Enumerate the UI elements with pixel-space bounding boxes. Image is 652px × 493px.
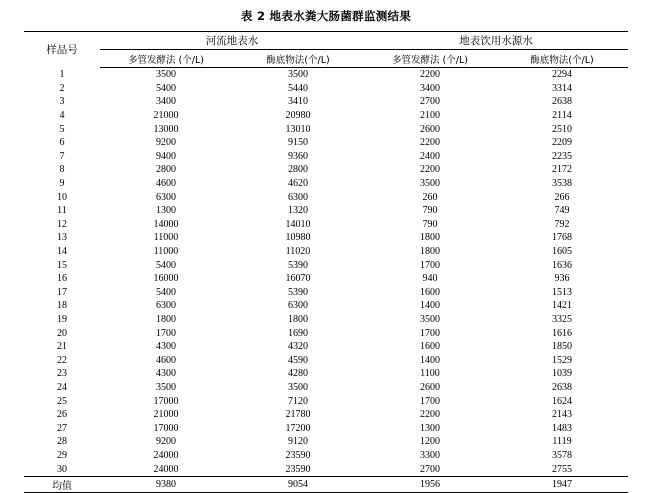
- cell-river-enzyme: 14010: [285, 218, 311, 230]
- cell-drinking-mpn: 2100: [420, 110, 440, 122]
- cell-river-mpn: 3500: [156, 381, 176, 393]
- cell-river-enzyme: 9360: [288, 150, 308, 162]
- header-sample-no: 样品号: [46, 44, 78, 57]
- table-row: [24, 95, 628, 109]
- cell-drinking-mpn: 1400: [420, 300, 440, 312]
- table-row: [24, 326, 628, 340]
- cell-sample-no: 26: [57, 409, 67, 421]
- cell-river-mpn: 4300: [156, 368, 176, 380]
- cell-sample-no: 21: [57, 341, 67, 353]
- cell-drinking-enzyme: 1513: [552, 286, 572, 298]
- cell-sample-no: 25: [57, 395, 67, 407]
- cell-sample-no: 23: [57, 368, 67, 380]
- cell-river-mpn: 3400: [156, 96, 176, 108]
- cell-drinking-enzyme: 3325: [552, 313, 572, 325]
- cell-river-enzyme: 7120: [288, 395, 308, 407]
- cell-river-enzyme: 6300: [288, 300, 308, 312]
- cell-drinking-enzyme: 2172: [552, 164, 572, 176]
- cell-drinking-mpn: 3500: [420, 313, 440, 325]
- cell-sample-no: 15: [57, 259, 67, 271]
- header-river-mpn: 多管发酵法 (个/L): [100, 50, 232, 68]
- header-group-river: 河流地表水: [100, 32, 364, 50]
- table-row: [24, 258, 628, 272]
- cell-drinking-enzyme: 2209: [552, 137, 572, 149]
- table-row: [24, 462, 628, 476]
- table-row: [24, 82, 628, 96]
- table-row: [24, 109, 628, 123]
- cell-drinking-mpn: 1300: [420, 422, 440, 434]
- cell-drinking-enzyme: 792: [554, 218, 570, 230]
- cell-river-mpn: 5400: [156, 82, 176, 94]
- cell-sample-no: 24: [57, 381, 67, 393]
- cell-river-mpn: 17000: [153, 422, 179, 434]
- cell-river-mpn: 11000: [153, 232, 179, 244]
- header-river-enzyme: 酶底物法(个/L): [232, 50, 364, 68]
- cell-sample-no: 27: [57, 422, 67, 434]
- table-row: [24, 204, 628, 218]
- cell-sample-no: 14: [57, 246, 67, 258]
- cell-drinking-enzyme: 1421: [552, 300, 572, 312]
- cell-drinking-mpn: 1600: [420, 286, 440, 298]
- cell-river-mpn: 21000: [153, 409, 179, 421]
- cell-river-mpn: 5400: [156, 259, 176, 271]
- table-row: [24, 408, 628, 422]
- cell-sample-no: 8: [59, 164, 65, 176]
- table-row: [24, 394, 628, 408]
- cell-river-mpn: 16000: [153, 273, 179, 285]
- cell-river-mpn: 17000: [153, 395, 179, 407]
- cell-drinking-enzyme: 2114: [552, 110, 572, 122]
- table-row: [24, 340, 628, 354]
- table-row: [24, 68, 628, 82]
- cell-river-enzyme: 9120: [288, 436, 308, 448]
- cell-sample-no: 1: [59, 69, 65, 81]
- cell-drinking-mpn: 790: [422, 218, 438, 230]
- cell-drinking-mpn: 2600: [420, 381, 440, 393]
- cell-river-enzyme: 1800: [288, 313, 308, 325]
- cell-river-mpn: 5400: [156, 286, 176, 298]
- table-row: [24, 299, 628, 313]
- cell-drinking-mpn: 1800: [420, 232, 440, 244]
- cell-river-enzyme: 4620: [288, 178, 308, 190]
- cell-sample-no: 22: [57, 354, 67, 366]
- table-header: [24, 32, 628, 68]
- cell-river-mpn: 2800: [156, 164, 176, 176]
- cell-drinking-enzyme: 2755: [552, 463, 572, 475]
- cell-river-enzyme: 13010: [285, 123, 311, 135]
- table-row: [24, 150, 628, 164]
- cell-drinking-enzyme: 1624: [552, 395, 572, 407]
- cell-drinking-mpn: 260: [422, 191, 438, 203]
- cell-drinking-mpn: 2200: [420, 137, 440, 149]
- cell-drinking-mpn: 1200: [420, 436, 440, 448]
- cell-sample-no: 5: [59, 123, 65, 135]
- cell-sample-no: 18: [57, 300, 67, 312]
- header-drinking-mpn: 多管发酵法 (个/L): [364, 50, 496, 68]
- cell-river-enzyme: 21780: [285, 409, 311, 421]
- cell-sample-no: 17: [57, 286, 67, 298]
- cell-drinking-mpn: 2200: [420, 164, 440, 176]
- cell-drinking-enzyme: 1039: [552, 368, 572, 380]
- cell-drinking-mpn: 940: [422, 273, 438, 285]
- monitoring-results-table: [24, 31, 628, 493]
- cell-drinking-enzyme: 2294: [552, 69, 572, 81]
- cell-drinking-mpn: 3500: [420, 178, 440, 190]
- cell-drinking-enzyme: 2638: [552, 381, 572, 393]
- cell-sample-no: 2: [59, 82, 65, 94]
- table-row: [24, 421, 628, 435]
- cell-drinking-enzyme: 2235: [552, 150, 572, 162]
- cell-river-mpn: 1300: [156, 205, 176, 217]
- cell-drinking-mpn: 1100: [420, 368, 440, 380]
- cell-river-enzyme: 3500: [288, 69, 308, 81]
- table-row: [24, 245, 628, 259]
- cell-river-mpn: 9200: [156, 436, 176, 448]
- cell-sample-no: 3: [59, 96, 65, 108]
- cell-river-enzyme: 4280: [288, 368, 308, 380]
- header-drinking-enzyme: 酶底物法(个/L): [496, 50, 628, 68]
- cell-river-mpn: 24000: [153, 449, 179, 461]
- cell-river-enzyme: 11020: [285, 246, 311, 258]
- table-row: [24, 177, 628, 191]
- cell-river-mpn: 1700: [156, 327, 176, 339]
- cell-river-enzyme: 3410: [288, 96, 308, 108]
- cell-sample-no: 16: [57, 273, 67, 285]
- cell-river-enzyme: 2800: [288, 164, 308, 176]
- cell-drinking-enzyme: 1616: [552, 327, 572, 339]
- cell-drinking-mpn: 2200: [420, 409, 440, 421]
- table-caption: 表 2 地表水粪大肠菌群监测结果: [240, 9, 412, 23]
- cell-river-mpn: 4600: [156, 354, 176, 366]
- table-row: [24, 122, 628, 136]
- cell-river-mpn: 13000: [153, 123, 179, 135]
- cell-river-enzyme: 16070: [285, 273, 311, 285]
- cell-drinking-mpn: 1956: [364, 476, 496, 492]
- cell-drinking-mpn: 2700: [420, 463, 440, 475]
- cell-sample-no: 7: [59, 150, 65, 162]
- cell-drinking-enzyme: 1529: [552, 354, 572, 366]
- cell-sample-no: 均值: [24, 476, 100, 492]
- cell-river-mpn: 14000: [153, 218, 179, 230]
- cell-drinking-enzyme: 3314: [552, 82, 572, 94]
- cell-drinking-enzyme: 1483: [552, 422, 572, 434]
- cell-sample-no: 4: [59, 110, 65, 122]
- cell-drinking-mpn: 2700: [420, 96, 440, 108]
- cell-drinking-enzyme: 936: [554, 273, 570, 285]
- cell-drinking-enzyme: 1636: [552, 259, 572, 271]
- cell-drinking-enzyme: 3538: [552, 178, 572, 190]
- cell-river-enzyme: 5440: [288, 82, 308, 94]
- header-row-groups: [24, 32, 628, 50]
- cell-drinking-mpn: 2600: [420, 123, 440, 135]
- table-row: [24, 272, 628, 286]
- cell-drinking-mpn: 1600: [420, 341, 440, 353]
- cell-river-mpn: 6300: [156, 300, 176, 312]
- cell-river-mpn: 9380: [100, 476, 232, 492]
- cell-river-enzyme: 9150: [288, 137, 308, 149]
- cell-sample-no: 19: [57, 313, 67, 325]
- cell-river-mpn: 3500: [156, 69, 176, 81]
- table-row: [24, 286, 628, 300]
- table-row: [24, 231, 628, 245]
- cell-river-enzyme: 1690: [288, 327, 308, 339]
- table-row: [24, 435, 628, 449]
- table-row: [24, 353, 628, 367]
- table-row: [24, 190, 628, 204]
- cell-river-enzyme: 5390: [288, 286, 308, 298]
- table-row: [24, 218, 628, 232]
- cell-sample-no: 10: [57, 191, 67, 203]
- cell-drinking-mpn: 2200: [420, 69, 440, 81]
- cell-river-enzyme: 4320: [288, 341, 308, 353]
- cell-river-enzyme: 23590: [285, 449, 311, 461]
- cell-drinking-enzyme: 1119: [552, 436, 572, 448]
- cell-river-mpn: 4300: [156, 341, 176, 353]
- cell-sample-no: 20: [57, 327, 67, 339]
- cell-river-mpn: 1800: [156, 313, 176, 325]
- table-row: [24, 449, 628, 463]
- cell-river-enzyme: 9054: [232, 476, 364, 492]
- header-row-methods: [24, 50, 628, 68]
- cell-sample-no: 11: [57, 205, 67, 217]
- cell-river-mpn: 4600: [156, 178, 176, 190]
- cell-river-enzyme: 6300: [288, 191, 308, 203]
- cell-drinking-enzyme: 2143: [552, 409, 572, 421]
- cell-sample-no: 9: [59, 178, 65, 190]
- cell-river-mpn: 24000: [153, 463, 179, 475]
- table-row: [24, 381, 628, 395]
- cell-drinking-enzyme: 1850: [552, 341, 572, 353]
- cell-river-enzyme: 5390: [288, 259, 308, 271]
- cell-drinking-mpn: 1400: [420, 354, 440, 366]
- cell-sample-no: 29: [57, 449, 67, 461]
- table-row: [24, 163, 628, 177]
- header-group-drinking: 地表饮用水源水: [364, 32, 628, 50]
- cell-sample-no: 28: [57, 436, 67, 448]
- cell-river-enzyme: 4590: [288, 354, 308, 366]
- cell-drinking-enzyme: 3578: [552, 449, 572, 461]
- cell-drinking-enzyme: 1768: [552, 232, 572, 244]
- table-row: [24, 367, 628, 381]
- cell-river-mpn: 21000: [153, 110, 179, 122]
- cell-drinking-enzyme: 1605: [552, 246, 572, 258]
- cell-drinking-enzyme: 749: [554, 205, 570, 217]
- table-row-mean: [24, 476, 628, 492]
- cell-drinking-mpn: 1800: [420, 246, 440, 258]
- cell-drinking-mpn: 1700: [420, 259, 440, 271]
- cell-river-mpn: 6300: [156, 191, 176, 203]
- cell-drinking-mpn: 1700: [420, 327, 440, 339]
- cell-drinking-mpn: 1700: [420, 395, 440, 407]
- table-body: [24, 68, 628, 493]
- cell-sample-no: 6: [59, 137, 65, 149]
- table-row: [24, 313, 628, 327]
- cell-river-enzyme: 10980: [285, 232, 311, 244]
- cell-river-enzyme: 23590: [285, 463, 311, 475]
- cell-sample-no: 30: [57, 463, 67, 475]
- cell-drinking-enzyme: 1947: [496, 476, 628, 492]
- cell-drinking-enzyme: 2510: [552, 123, 572, 135]
- cell-river-enzyme: 1320: [288, 205, 308, 217]
- cell-drinking-mpn: 2400: [420, 150, 440, 162]
- cell-river-enzyme: 3500: [288, 381, 308, 393]
- table-row: [24, 136, 628, 150]
- cell-drinking-mpn: 3400: [420, 82, 440, 94]
- cell-drinking-enzyme: 266: [554, 191, 570, 203]
- cell-sample-no: 12: [57, 218, 67, 230]
- cell-river-mpn: 9400: [156, 150, 176, 162]
- cell-river-mpn: 11000: [153, 246, 179, 258]
- cell-sample-no: 13: [57, 232, 67, 244]
- cell-river-mpn: 9200: [156, 137, 176, 149]
- cell-drinking-enzyme: 2638: [552, 96, 572, 108]
- cell-river-enzyme: 17200: [285, 422, 311, 434]
- cell-river-enzyme: 20980: [285, 110, 311, 122]
- cell-drinking-mpn: 3300: [420, 449, 440, 461]
- cell-drinking-mpn: 790: [422, 205, 438, 217]
